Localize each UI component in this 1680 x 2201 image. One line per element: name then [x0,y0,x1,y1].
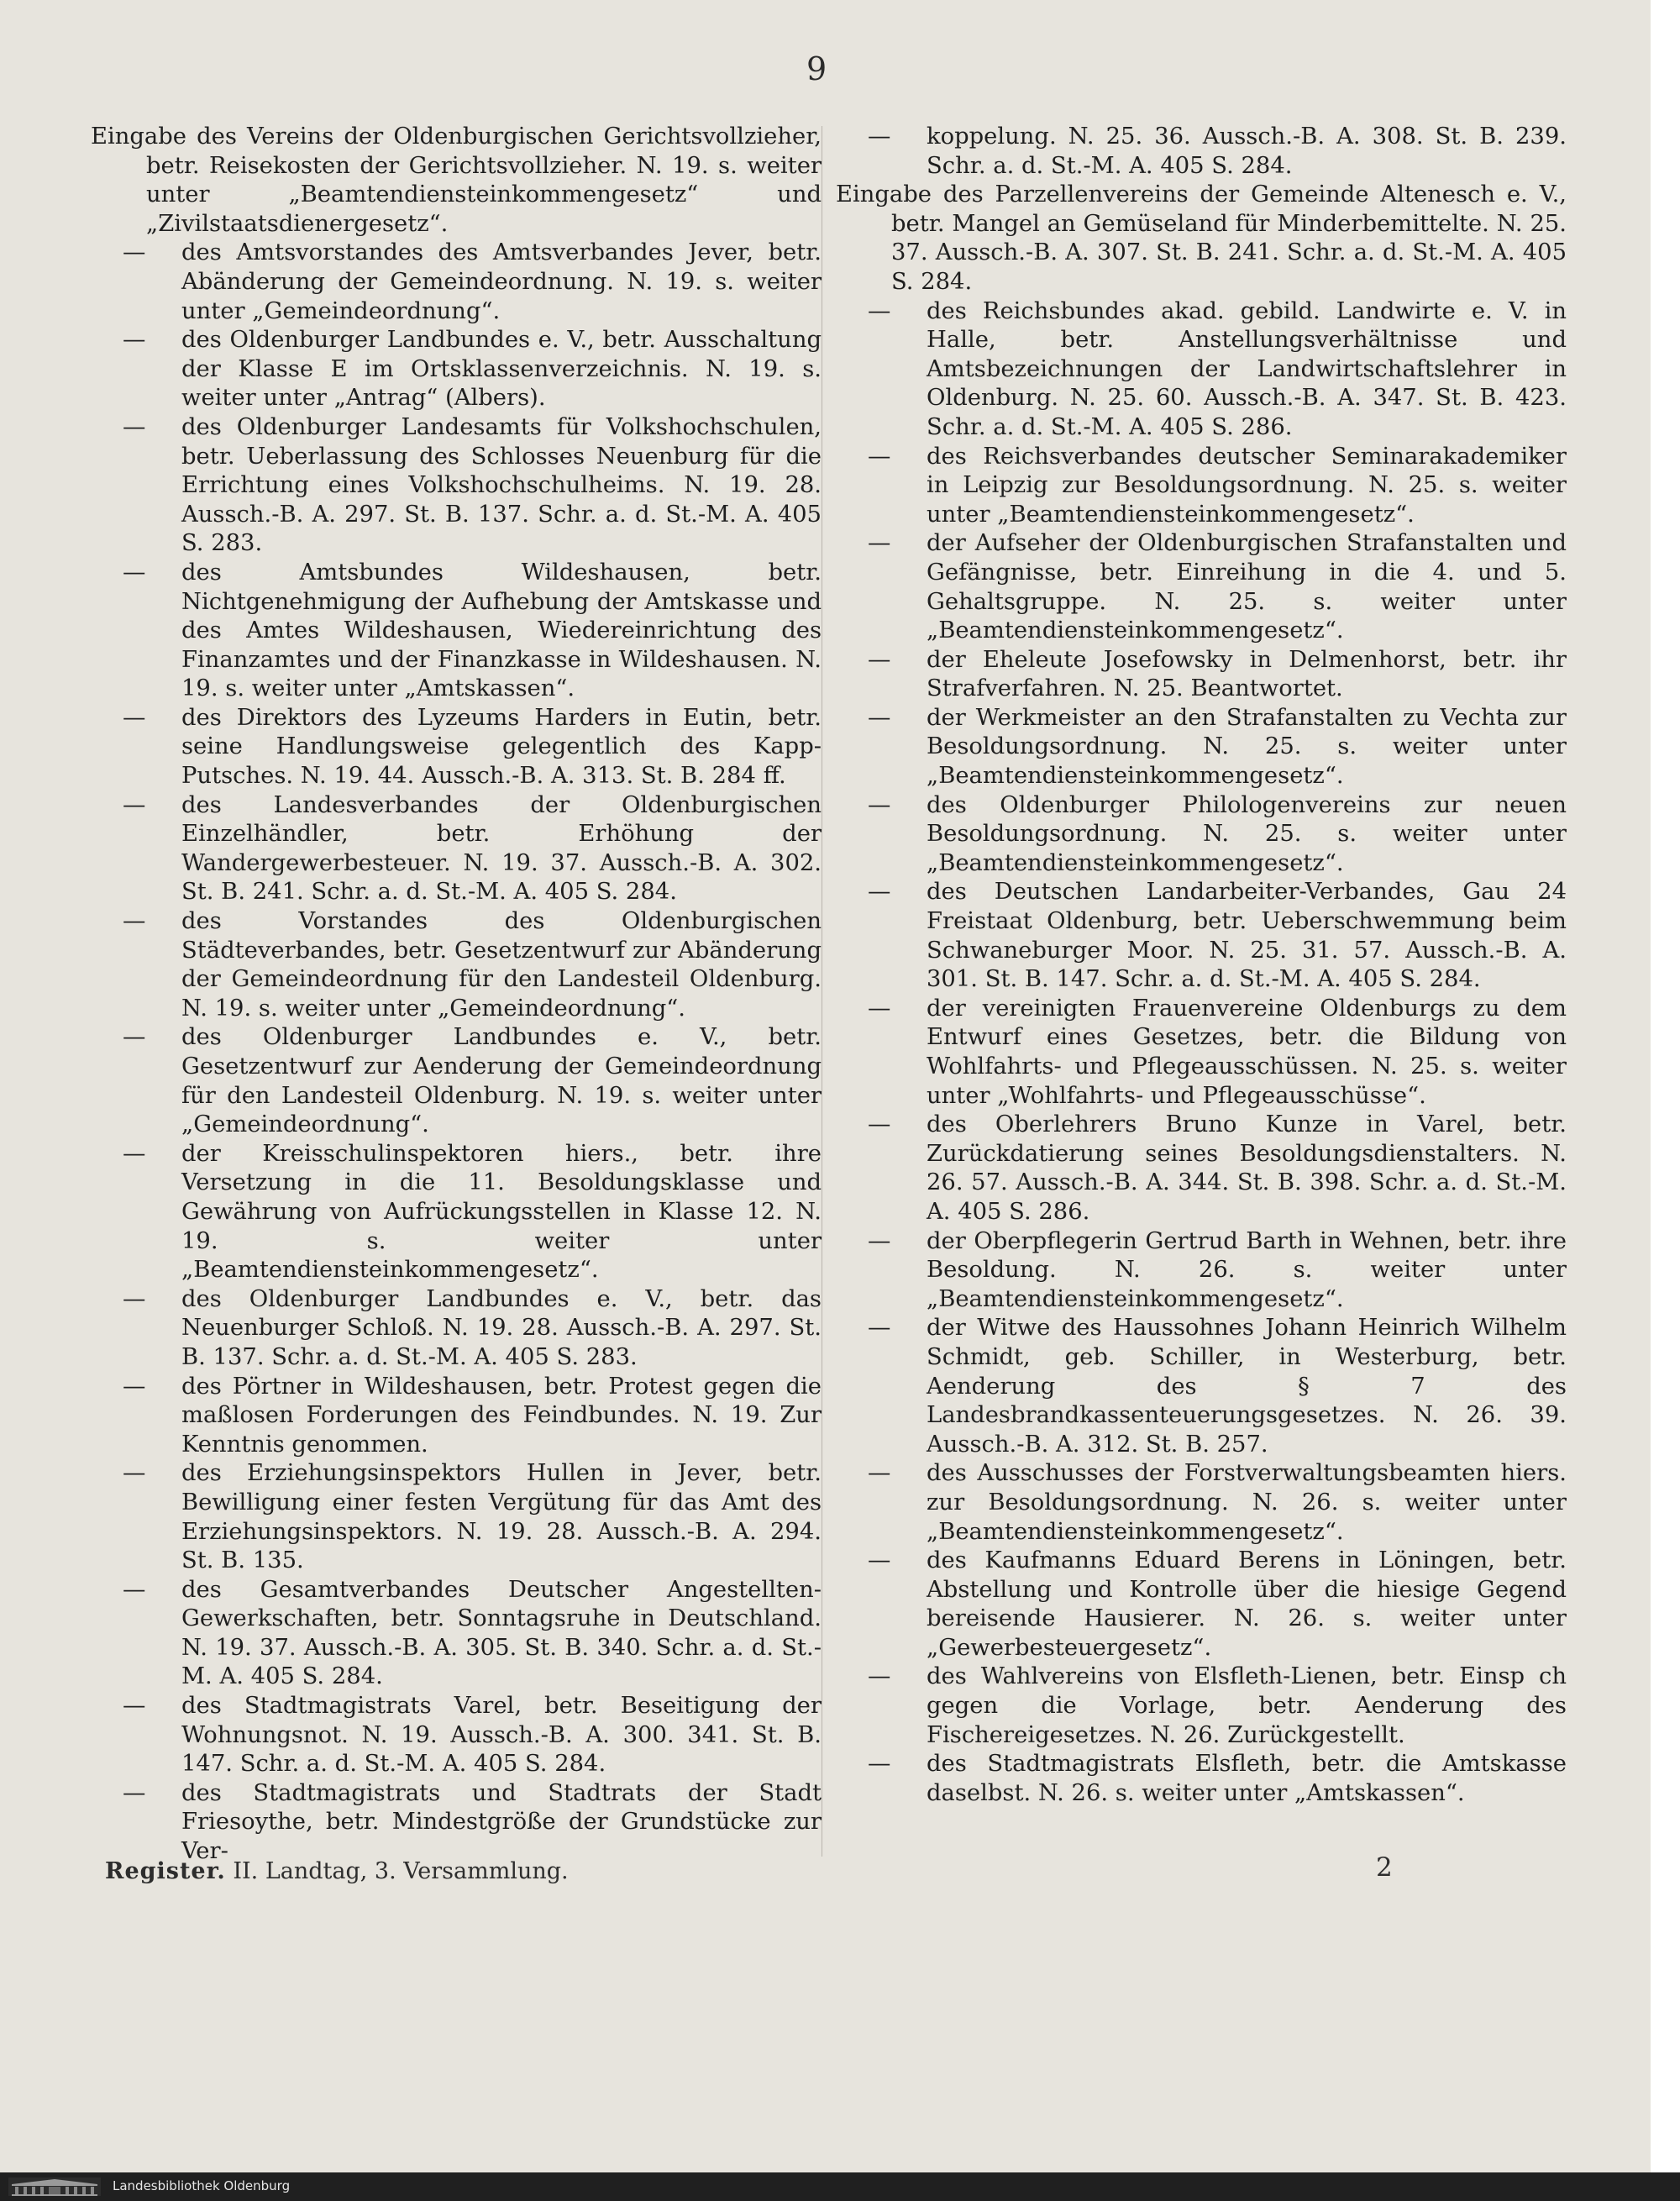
register-entry: — des Stadtmagistrats und Stadtrats der Stadt Friesoythe, betr. Mindestgröße der Grundstücke zur Ver- [91,1779,822,1867]
register-entry: — der Kreisschulinspektoren hiers., betr. ihre Versetzung in die 11. Besoldungsklasse und Gewährung von Aufrückungsstellen in Klasse 12. N. 19. s. weiter unter „Beamtendiensteinkommengesetz“. [91,1140,822,1285]
register-entry: — des Direktors des Lyzeums Harders in Eutin, betr. seine Handlungsweise gelegentlich des Kapp-Putsches. N. 19. 44. Aussch.-B. A. 313. St. B. 284 ff. [91,704,822,791]
register-label: Register. [105,1858,226,1884]
library-building-icon [8,2177,101,2196]
register-entry: — des Oldenburger Landbundes e. V., betr. Gesetzentwurf zur Aenderung der Gemeindeordnung für den Landesteil Oldenburg. N. 19. s. weiter unter „Gemeindeordnung“. [91,1023,822,1139]
page-number: 9 [806,50,827,87]
register-entry: — des Stadtmagistrats Varel, betr. Beseitigung der Wohnungsnot. N. 19. Aussch.-B. A. 300. 341. St. B. 147. Schr. a. d. St.-M. A. 405 S. 284. [91,1692,822,1779]
library-bar [0,2172,1680,2201]
register-note: II. Landtag, 3. Versammlung. [233,1858,569,1884]
register-entry: — der Eheleute Josefowsky in Delmenhorst, betr. ihr Strafverfahren. N. 25. Beantwortet. [836,646,1567,704]
register-entry: — des Oldenburger Philologenvereins zur neuen Besoldungsordnung. N. 25. s. weiter unter „Beamtendiensteinkommengesetz“. [836,791,1567,879]
register-entry: — des Landesverbandes der Oldenburgischen Einzelhändler, betr. Erhöhung der Wandergewerbesteuer. N. 19. 37. Aussch.-B. A. 302. St. B. 241. Schr. a. d. St.-M. A. 405 S. 284. [91,791,822,907]
register-entry: — des Oldenburger Landbundes e. V., betr. Ausschaltung der Klasse E im Ortsklassenverzeichnis. N. 19. s. weiter unter „Antrag“ (Albers). [91,326,822,413]
register-entry: — des Ausschusses der Forstverwaltungsbeamten hiers. zur Besoldungsordnung. N. 26. s. weiter unter „Beamtendiensteinkommengesetz“. [836,1459,1567,1547]
register-entry: — des Amtsbundes Wildeshausen, betr. Nichtgenehmigung der Aufhebung der Amtskasse und des Amtes Wildeshausen, Wiedereinrichtung des Finanzamtes und der Finanzkasse in Wildeshausen. N. 19. s. weiter unter „Amtskassen“. [91,559,822,704]
left-column [91,123,822,1867]
register-entry: — des Wahlvereins von Elsfleth-Lienen, betr. Einsp ch gegen die Vorlage, betr. Aenderung des Fischereigesetzes. N. 26. Zurückgestellt. [836,1663,1567,1750]
register-entry: — des Reichsbundes akad. gebild. Landwirte e. V. in Halle, betr. Anstellungsverhältnisse und Amtsbezeichnungen der Landwirtschaftslehrer in Oldenburg. N. 25. 60. Aussch.-B. A. 347. St. B. 423. Schr. a. d. St.-M. A. 405 S. 286. [836,297,1567,443]
register-entry: — des Kaufmanns Eduard Berens in Löningen, betr. Abstellung und Kontrolle über die hiesige Gegend bereisende Hausierer. N. 26. s. weiter unter „Gewerbesteuergesetz“. [836,1547,1567,1663]
register-entry: — des Oberlehrers Bruno Kunze in Varel, betr. Zurückdatierung seines Besoldungsdienstalters. N. 26. 57. Aussch.-B. A. 344. St. B. 398. Schr. a. d. St.-M. A. 405 S. 286. [836,1111,1567,1227]
register-entry: — des Erziehungsinspektors Hullen in Jever, betr. Bewilligung einer festen Vergütung für das Amt des Erziehungsinspektors. N. 19. 28. Aussch.-B. A. 294. St. B. 135. [91,1459,822,1575]
register-entry: — des Oldenburger Landesamts für Volkshochschulen, betr. Ueberlassung des Schlosses Neuenburg für die Errichtung eines Volkshochschulheims. N. 19. 28. Aussch.-B. A. 297. St. B. 137. Schr. a. d. St.-M. A. 405 S. 283. [91,413,822,559]
register-entry: — der Werkmeister an den Strafanstalten zu Vechta zur Besoldungsordnung. N. 25. s. weiter unter „Beamtendiensteinkommengesetz“. [836,704,1567,791]
register-footer [105,1858,569,1884]
register-entry: — des Amtsvorstandes des Amtsverbandes Jever, betr. Abänderung der Gemeindeordnung. N. 19. s. weiter unter „Gemeindeordnung“. [91,239,822,326]
register-entry: — der Aufseher der Oldenburgischen Strafanstalten und Gefängnisse, betr. Einreihung in die 4. und 5. Gehaltsgruppe. N. 25. s. weiter unter „Beamtendiensteinkommengesetz“. [836,529,1567,645]
right-column [836,123,1567,1808]
register-entry: — der vereinigten Frauenvereine Oldenburgs zu dem Entwurf eines Gesetzes, betr. die Bildung von Wohlfahrts- und Pflegeausschüssen. N. 25. s. weiter unter „Wohlfahrts- und Pflegeausschüsse“. [836,995,1567,1111]
library-name: Landesbibliothek Oldenburg [113,2178,291,2193]
register-entry: — des Oldenburger Landbundes e. V., betr. das Neuenburger Schloß. N. 19. 28. Aussch.-B. A. 297. St. B. 137. Schr. a. d. St.-M. A. 405 S. 283. [91,1285,822,1373]
register-entry: — des Deutschen Landarbeiter-Verbandes, Gau 24 Freistaat Oldenburg, betr. Ueberschwemmung beim Schwaneburger Moor. N. 25. 31. 57. Aussch.-B. A. 301. St. B. 147. Schr. a. d. St.-M. A. 405 S. 284. [836,878,1567,994]
register-entry: — koppelung. N. 25. 36. Aussch.-B. A. 308. St. B. 239. Schr. a. d. St.-M. A. 405 S. 284. [836,123,1567,181]
register-entry: — des Gesamtverbandes Deutscher Angestellten-Gewerkschaften, betr. Sonntagsruhe in Deutschland. N. 19. 37. Aussch.-B. A. 305. St. B. 340. Schr. a. d. St.-M. A. 405 S. 284. [91,1576,822,1692]
register-entry: — der Oberpflegerin Gertrud Barth in Wehnen, betr. ihre Besoldung. N. 26. s. weiter unter „Beamtendiensteinkommengesetz“. [836,1227,1567,1315]
register-entry: Eingabe des Parzellenvereins der Gemeinde Altenesch e. V., betr. Mangel an Gemüseland für Minderbemittelte. N. 25. 37. Aussch.-B. A. 307. St. B. 241. Schr. a. d. St.-M. A. 405 S. 284. [836,181,1567,295]
register-entry: — des Reichsverbandes deutscher Seminarakademiker in Leipzig zur Besoldungsordnung. N. 25. s. weiter unter „Beamtendiensteinkommengesetz“. [836,443,1567,530]
register-entry: — des Vorstandes des Oldenburgischen Städteverbandes, betr. Gesetzentwurf zur Abänderung der Gemeindeordnung für den Landesteil Oldenburg. N. 19. s. weiter unter „Gemeindeordnung“. [91,907,822,1023]
register-entry: — des Pörtner in Wildeshausen, betr. Protest gegen die maßlosen Forderungen des Feindbundes. N. 19. Zur Kenntnis genommen. [91,1373,822,1460]
register-entry: — des Stadtmagistrats Elsfleth, betr. die Amtskasse daselbst. N. 26. s. weiter unter „Amtskassen“. [836,1750,1567,1808]
sheet-signature: 2 [1376,1852,1393,1883]
register-entry: Eingabe des Vereins der Oldenburgischen Gerichtsvollzieher, betr. Reisekosten der Gerichtsvollzieher. N. 19. s. weiter unter „Beamtendiensteinkommengesetz“ und „Zivilstaatsdienergesetz“. [91,123,822,237]
register-entry: — der Witwe des Haussohnes Johann Heinrich Wilhelm Schmidt, geb. Schiller, in Westerburg, betr. Aenderung des § 7 des Landesbrandkassenteuerungsgesetzes. N. 26. 39. Aussch.-B. A. 312. St. B. 257. [836,1314,1567,1459]
